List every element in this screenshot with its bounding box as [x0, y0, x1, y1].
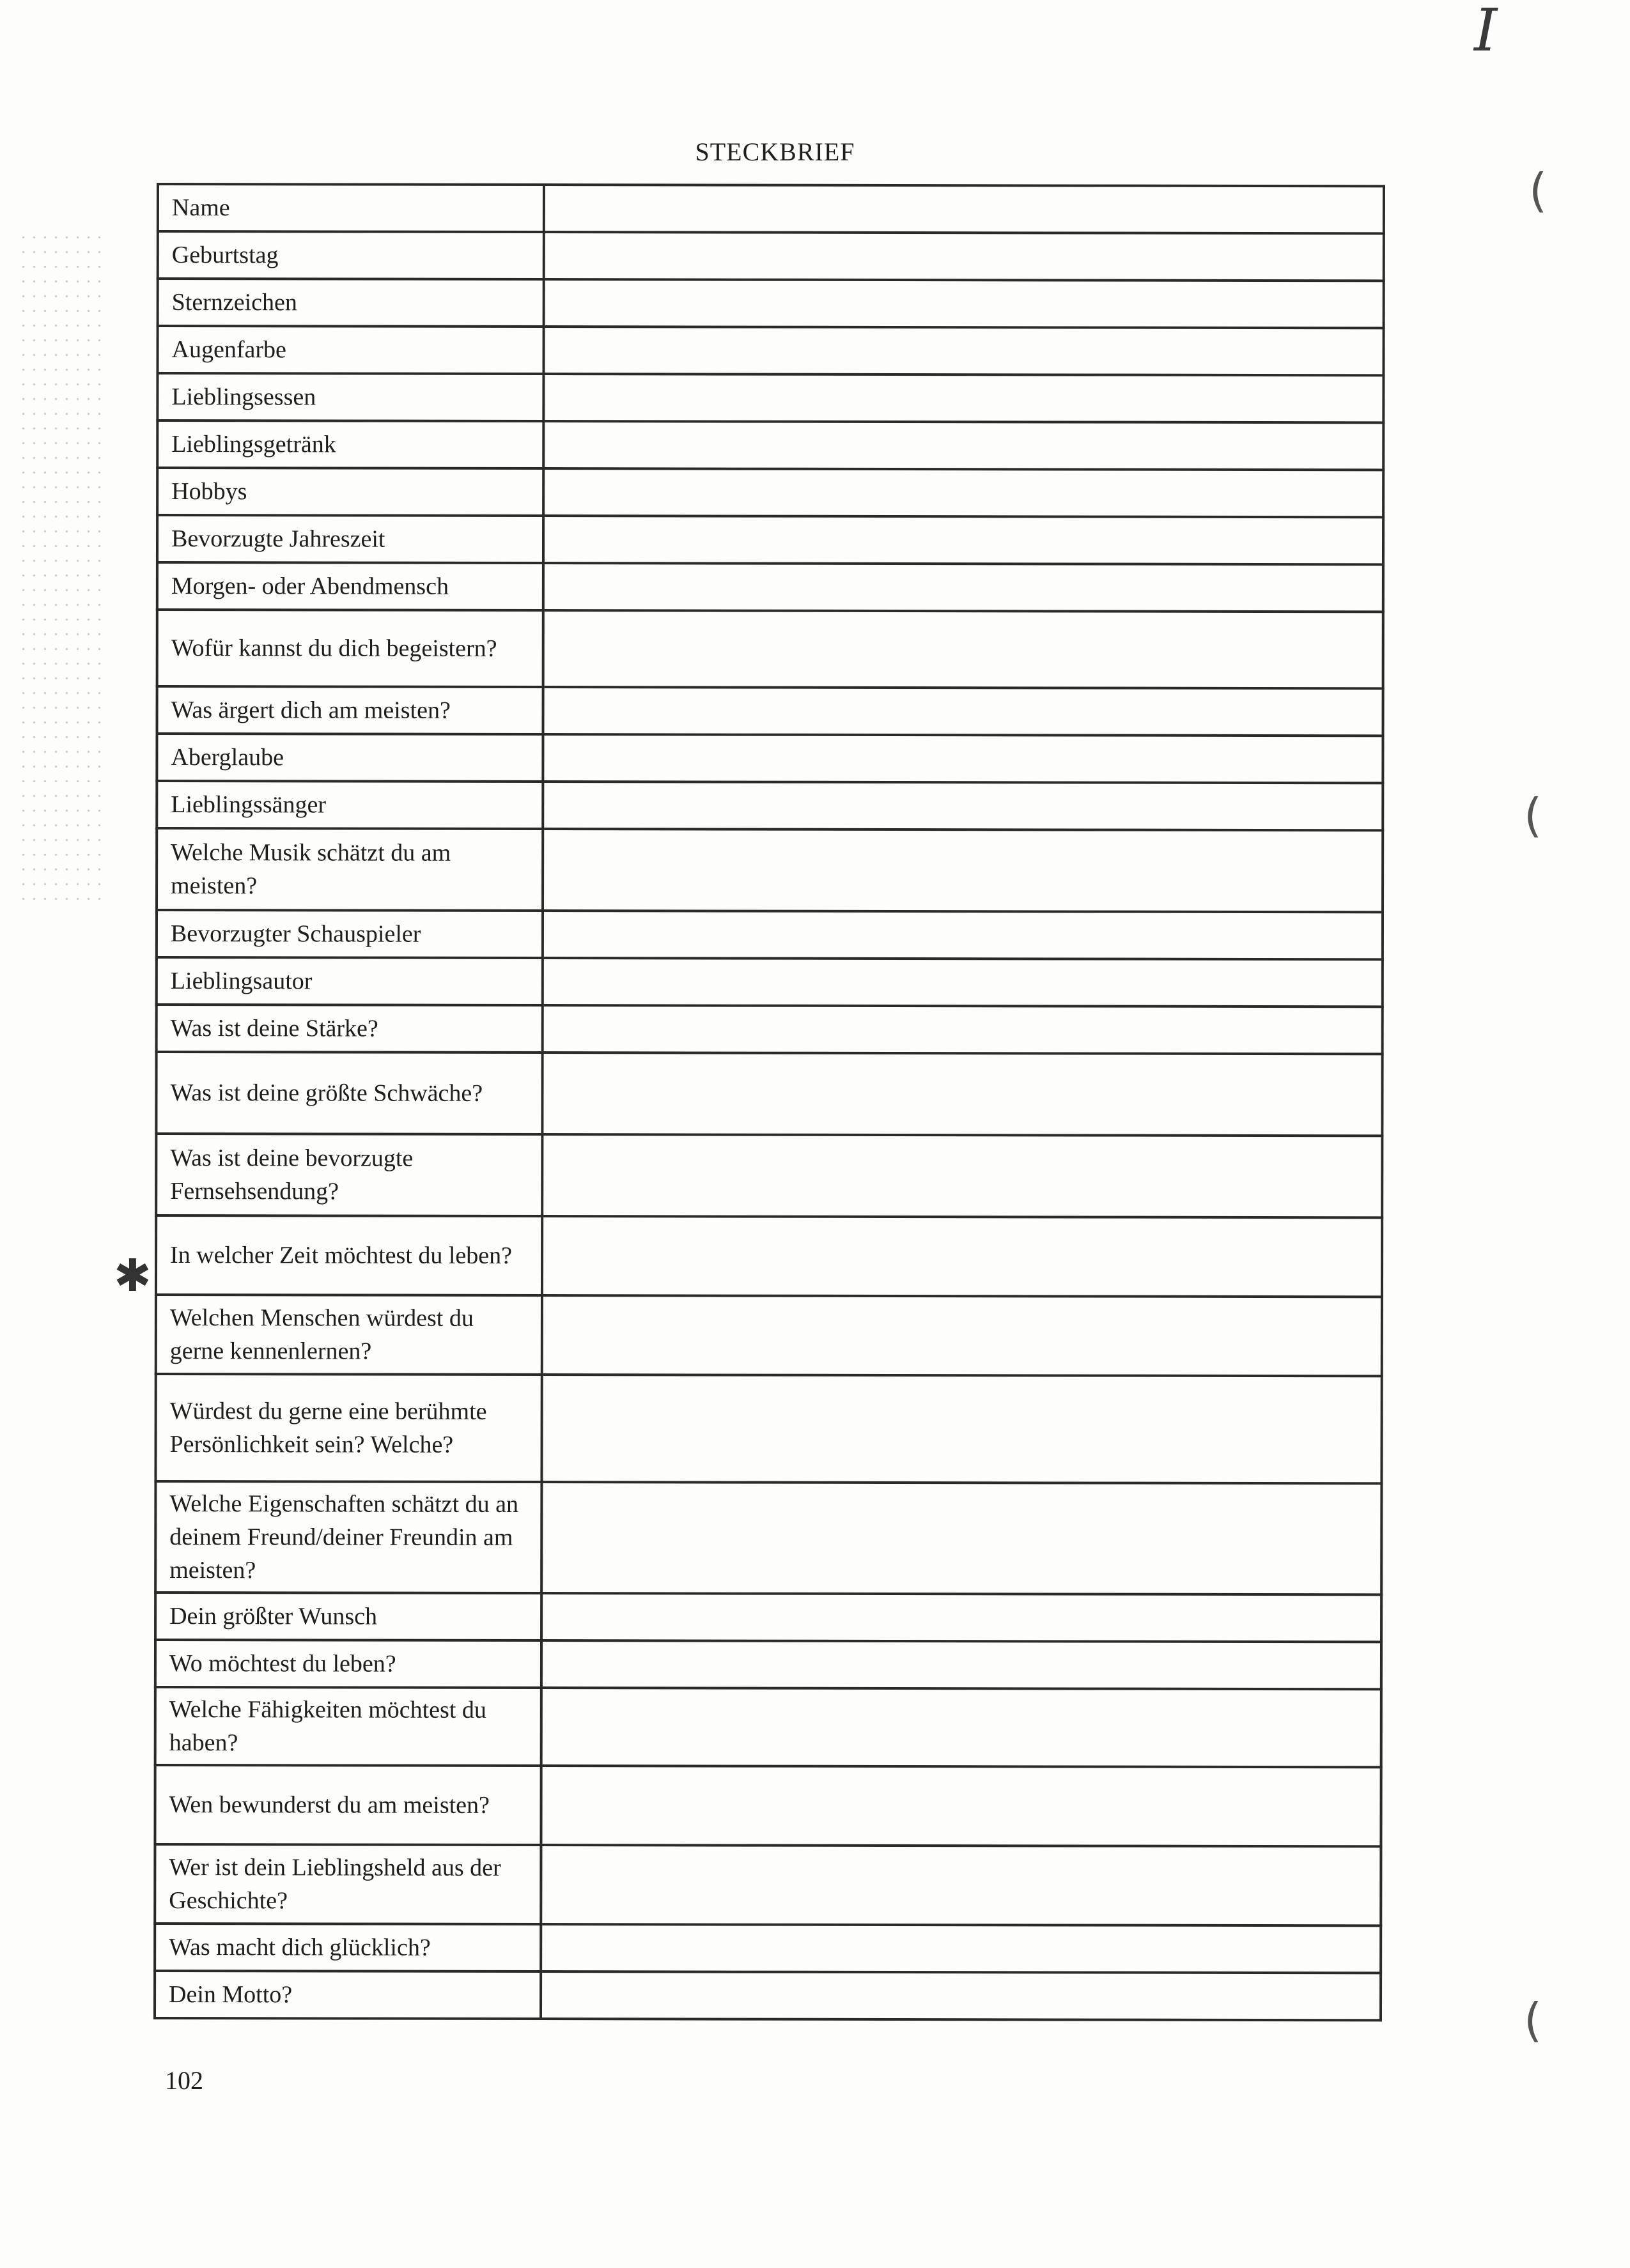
field-label: Welchen Menschen würdest du gerne kennenlernen? — [156, 1295, 542, 1375]
form-row — [156, 1215, 1382, 1297]
form-row — [155, 1481, 1381, 1594]
answer-field[interactable] — [541, 1688, 1381, 1767]
answer-field[interactable] — [543, 734, 1383, 783]
answer-field[interactable] — [543, 1005, 1383, 1054]
form-row — [157, 910, 1383, 959]
form-row — [155, 1374, 1381, 1483]
answer-field[interactable] — [543, 958, 1383, 1007]
answer-field[interactable] — [541, 1971, 1381, 2020]
field-label: Wofür kannst du dich begeistern? — [157, 610, 543, 687]
profile-form-table — [153, 183, 1385, 2021]
form-row — [157, 828, 1383, 912]
field-label: Augenfarbe — [157, 326, 543, 374]
form-row — [155, 1765, 1381, 1846]
form-row — [156, 1295, 1382, 1376]
form-row — [157, 1005, 1383, 1054]
answer-field[interactable] — [543, 687, 1383, 736]
field-label: Sternzeichen — [158, 279, 544, 327]
corner-mark: I — [1474, 0, 1498, 65]
field-label: In welcher Zeit möchtest du leben? — [156, 1215, 542, 1295]
answer-field[interactable] — [543, 911, 1383, 959]
answer-field[interactable] — [543, 468, 1383, 517]
field-label: Lieblingsgetränk — [157, 420, 543, 468]
form-row — [157, 610, 1383, 688]
answer-field[interactable] — [542, 1053, 1382, 1136]
form-row — [157, 326, 1383, 375]
form-row — [157, 781, 1383, 830]
form-row — [157, 686, 1383, 736]
field-label: Was ist deine bevorzugte Fernsehsendung? — [156, 1134, 542, 1216]
asterisk-mark: ✱ — [114, 1249, 151, 1302]
form-row — [155, 1687, 1381, 1767]
field-label: Was ist deine Stärke? — [157, 1005, 543, 1053]
form-row — [155, 1844, 1381, 1925]
form-row — [157, 420, 1383, 470]
form-row — [155, 1640, 1381, 1689]
form-row — [157, 734, 1383, 783]
field-label: Name — [158, 184, 544, 232]
field-label: Wen bewunderst du am meisten? — [155, 1765, 541, 1845]
field-label: Welche Musik schätzt du am meisten? — [157, 828, 543, 911]
margin-bracket-mark: ( — [1529, 164, 1548, 217]
answer-field[interactable] — [544, 185, 1384, 233]
field-label: Was ist deine größte Schwäche? — [156, 1052, 542, 1134]
form-row — [158, 231, 1384, 281]
field-label: Hobbys — [157, 468, 543, 516]
answer-field[interactable] — [543, 327, 1383, 375]
field-label: Wer ist dein Lieblingsheld aus der Geschichte? — [155, 1844, 541, 1924]
field-label: Lieblingssänger — [157, 781, 543, 829]
answer-field[interactable] — [542, 1134, 1382, 1217]
scan-noise — [18, 230, 101, 907]
answer-field[interactable] — [541, 1924, 1381, 1973]
answer-field[interactable] — [541, 1766, 1381, 1846]
page-title: STECKBRIEF — [695, 137, 855, 166]
field-label: Welche Eigenschaften schätzt du an deinem Freund/deiner Freundin am meisten? — [155, 1481, 541, 1593]
answer-field[interactable] — [543, 563, 1383, 612]
answer-field[interactable] — [543, 374, 1383, 422]
answer-field[interactable] — [543, 610, 1383, 688]
answer-field[interactable] — [543, 782, 1383, 830]
margin-bracket-mark: ( — [1524, 789, 1542, 842]
answer-field[interactable] — [543, 516, 1383, 564]
page-number: 102 — [165, 2066, 203, 2095]
answer-field[interactable] — [542, 1295, 1382, 1376]
form-row — [155, 1593, 1381, 1642]
form-row — [157, 468, 1383, 517]
field-label: Wo möchtest du leben? — [155, 1640, 541, 1688]
margin-bracket-mark: ( — [1524, 1993, 1542, 2047]
field-label: Geburtstag — [158, 231, 544, 279]
field-label: Lieblingsautor — [157, 957, 543, 1005]
form-row — [155, 1971, 1381, 2020]
answer-field[interactable] — [544, 232, 1384, 281]
form-row — [157, 957, 1383, 1007]
field-label: Dein größter Wunsch — [155, 1593, 541, 1640]
answer-field[interactable] — [543, 421, 1383, 470]
field-label: Was ärgert dich am meisten? — [157, 686, 543, 734]
form-row — [157, 373, 1383, 422]
answer-field[interactable] — [543, 829, 1383, 912]
field-label: Dein Motto? — [155, 1971, 541, 2019]
answer-field[interactable] — [541, 1482, 1381, 1594]
answer-field[interactable] — [541, 1375, 1381, 1483]
field-label: Bevorzugter Schauspieler — [157, 910, 543, 958]
answer-field[interactable] — [542, 1216, 1382, 1297]
field-label: Morgen- oder Abendmensch — [157, 562, 543, 610]
form-row — [158, 279, 1384, 328]
field-label: Welche Fähigkeiten möchtest du haben? — [155, 1687, 541, 1766]
answer-field[interactable] — [541, 1640, 1381, 1689]
answer-field[interactable] — [541, 1593, 1381, 1642]
field-label: Was macht dich glücklich? — [155, 1924, 541, 1971]
form-row — [157, 515, 1383, 564]
answer-field[interactable] — [544, 279, 1384, 328]
field-label: Würdest du gerne eine berühmte Persönlichkeit sein? Welche? — [155, 1374, 541, 1482]
form-row — [158, 184, 1384, 233]
field-label: Lieblingsessen — [157, 373, 543, 421]
field-label: Bevorzugte Jahreszeit — [157, 515, 543, 563]
form-row — [157, 562, 1383, 612]
form-row — [156, 1052, 1382, 1136]
answer-field[interactable] — [541, 1845, 1381, 1925]
field-label: Aberglaube — [157, 734, 543, 782]
form-row — [155, 1924, 1381, 1973]
form-row — [156, 1134, 1382, 1217]
